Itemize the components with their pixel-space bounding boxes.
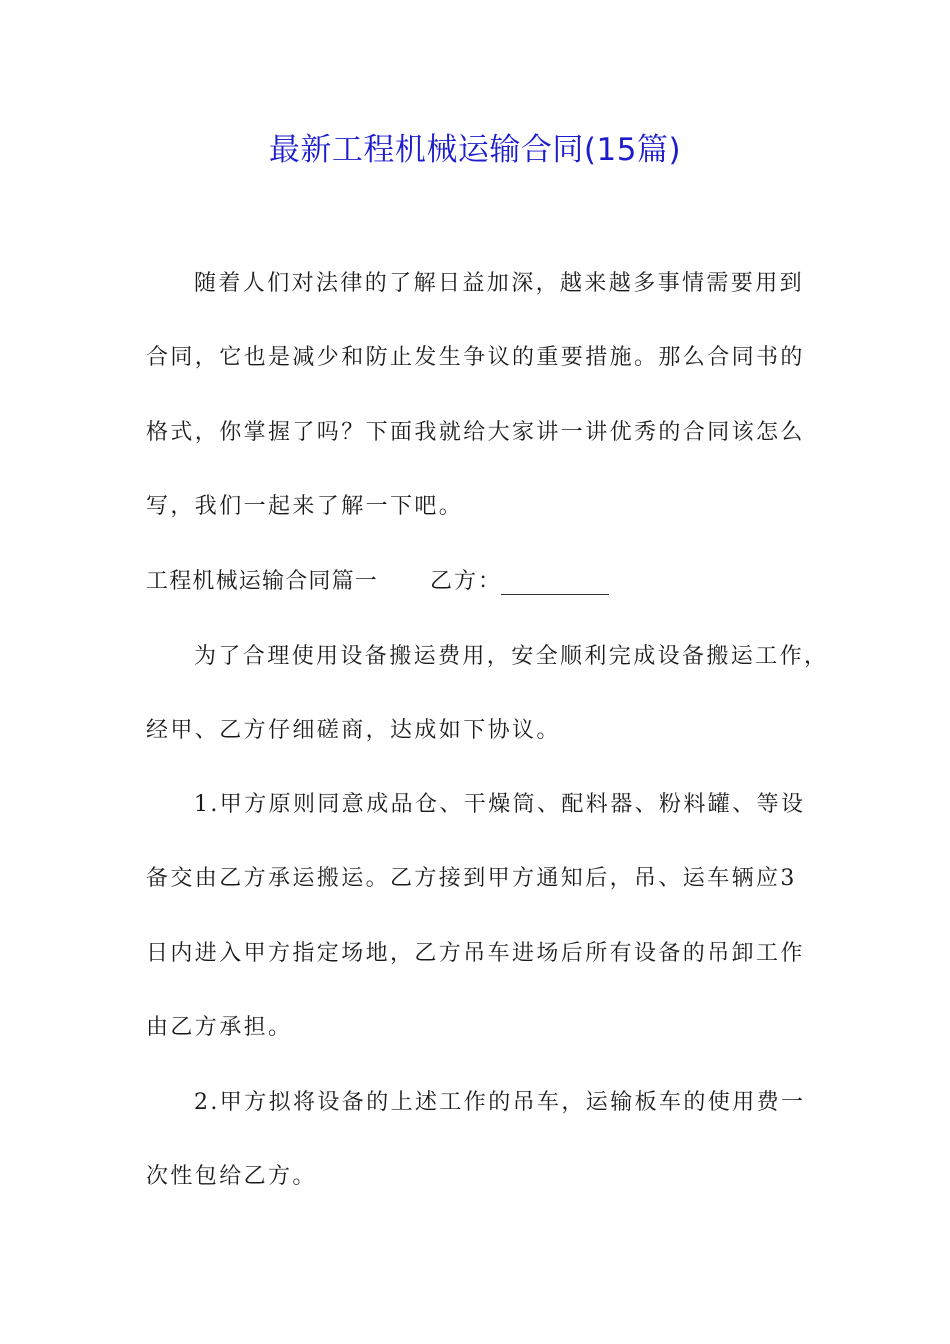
- document-title: 最新工程机械运输合同(15篇): [268, 132, 682, 168]
- body-line-2: 经甲、乙方仔细磋商，达成如下协议。: [146, 718, 561, 743]
- intro-line-2: 合同，它也是减少和防止发生争议的重要措施。那么合同书的: [146, 345, 805, 370]
- intro-line-4: 写，我们一起来了解一下吧。: [146, 494, 464, 519]
- clause-1-line-3: 日内进入甲方指定场地，乙方吊车进场后所有设备的吊卸工作: [146, 941, 805, 966]
- party-b-blank-line: [501, 594, 609, 595]
- clause-2-line-1: 2.甲方拟将设备的上述工作的吊车，运输板车的使用费一: [194, 1090, 806, 1115]
- intro-line-3: 格式，你掌握了吗？下面我就给大家讲一讲优秀的合同该怎么: [146, 420, 805, 445]
- intro-line-1: 随着人们对法律的了解日益加深，越来越多事情需要用到: [194, 271, 805, 296]
- clause-1-line-4: 由乙方承担。: [146, 1015, 293, 1040]
- party-b-label: 乙方：: [430, 569, 503, 594]
- body-line-1: 为了合理使用设备搬运费用，安全顺利完成设备搬运工作，: [194, 644, 829, 669]
- clause-1-line-1: 1.甲方原则同意成品仓、干燥筒、配料器、粉料罐、等设: [194, 792, 806, 817]
- clause-1-line-2: 备交由乙方承运搬运。乙方接到甲方通知后，吊、运车辆应3: [146, 866, 797, 891]
- section-heading: 工程机械运输合同篇一: [146, 569, 379, 594]
- clause-2-line-2: 次性包给乙方。: [146, 1164, 317, 1189]
